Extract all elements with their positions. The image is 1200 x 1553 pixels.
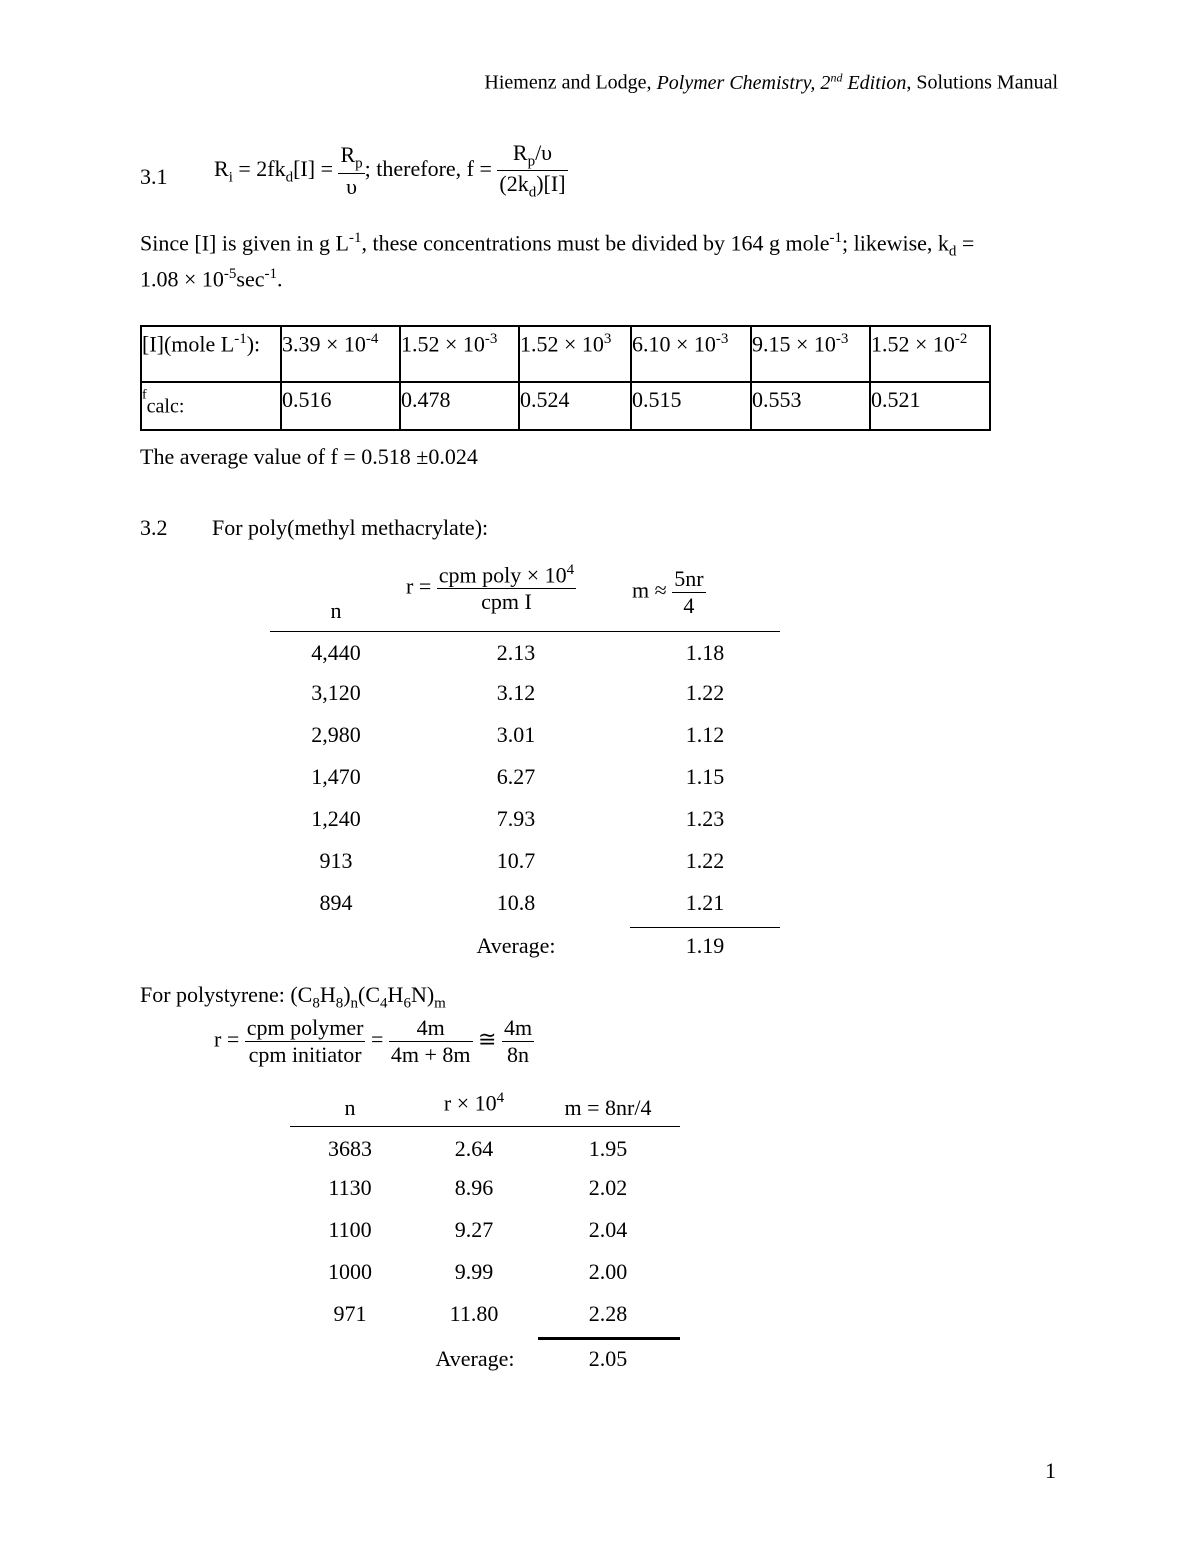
pmma-cell-n: 1,470 [311, 764, 361, 789]
pmma-cell-n: 3,120 [311, 680, 361, 705]
pmma-cell-m: 1.18 [685, 640, 725, 665]
pmma-cell-m: 1.22 [685, 680, 725, 705]
problem-3-1-number: 3.1 [140, 164, 168, 189]
page-number: 1 [1045, 1458, 1056, 1483]
header-authors: Hiemenz and Lodge, [484, 71, 657, 94]
initiation-equation: $R_i = 2fk_d[I]$ = $\frac{R_p}{\upsilon}$ ; therefore, f = $\frac{R_p/\upsilon}{(2k_d)[I]}$ [214, 140, 566, 201]
pmma-cell-m: 1.21 [685, 890, 725, 915]
conc-cell: $1.52 \times 10^3$ [519, 326, 631, 382]
ps-cell-n: 1130 [328, 1175, 372, 1200]
fcalc-cell: 0.553 [751, 382, 870, 430]
pmma-cell-r: 3.12 [496, 680, 536, 705]
ps-average-rule [538, 1337, 680, 1340]
pmma-cell-r: 2.13 [496, 640, 536, 665]
pmma-cell-m: 1.22 [685, 848, 725, 873]
fcalc-cell: 0.515 [631, 382, 751, 430]
pmma-cell-m: 1.12 [685, 722, 725, 747]
fraction-rp-over-v: $\frac{R_p}{\upsilon}$ [340, 142, 363, 199]
pmma-cell-n: 2,980 [311, 722, 361, 747]
note-line-2: $1.08 \times 10^{-5}\sec^{-1}$. [140, 266, 283, 292]
ps-cell-r: 2.64 [454, 1136, 494, 1161]
fcalc-cell: 0.524 [519, 382, 631, 430]
pmma-header-rule [270, 631, 780, 632]
ps-col-r: $r \times 10^4$ [443, 1090, 505, 1116]
ps-cell-m: 2.00 [588, 1259, 628, 1284]
pmma-col-m: m ≈ $\frac{5nr}{4}$ [632, 566, 704, 618]
table-row-fcalc [141, 382, 990, 430]
ps-cell-n: 1000 [328, 1259, 372, 1284]
ps-cell-r: 9.99 [454, 1259, 494, 1284]
ps-cell-n: 1100 [328, 1217, 372, 1242]
ps-cell-n: 971 [333, 1301, 367, 1326]
page-header [484, 70, 1058, 95]
pmma-average-label: Average: [476, 933, 556, 958]
fraction-f: $\frac{R_p/\upsilon}{(2k_d)[I]}$ [499, 140, 566, 201]
fcalc-cell: 0.521 [870, 382, 990, 430]
note-line-1: Since [I] is given in g $L^{-1}$, these concentrations must be divided by 164 g mole$^{-1}$; likewise, $k_d$ = [140, 230, 975, 260]
ps-col-m: m = 8nr/4 [564, 1095, 652, 1120]
pmma-cell-m: 1.15 [685, 764, 725, 789]
pmma-cell-r: 10.7 [496, 848, 536, 873]
header-tail: , Solutions Manual [906, 71, 1058, 94]
ps-cell-r: 11.80 [449, 1301, 499, 1326]
pmma-average-rule [630, 927, 780, 928]
pmma-cell-r: 6.27 [496, 764, 536, 789]
conc-cell: $1.52 \times 10^{-3}$ [400, 326, 519, 382]
header-book-title: Polymer Chemistry, 2nd Edition [656, 70, 907, 94]
pmma-cell-r: 7.93 [496, 806, 536, 831]
pmma-col-r: r = $\frac{cpm poly \times 10^4}{\text{cpm I}}$ [406, 562, 575, 615]
pmma-cell-r: 10.8 [496, 890, 536, 915]
pmma-cell-m: 1.23 [685, 806, 725, 831]
problem-3-2-number: 3.2 [140, 515, 168, 540]
ps-col-n: n [344, 1095, 356, 1120]
conc-cell: $3.39 \times 10^{-4}$ [281, 326, 400, 382]
initiator-efficiency-table [140, 325, 991, 431]
ps-cell-m: 1.95 [588, 1136, 628, 1161]
ps-cell-r: 8.96 [454, 1175, 494, 1200]
conc-cell: $6.10 \times 10^{-3}$ [631, 326, 751, 382]
average-f: The average value of f = 0.518 ±0.024 [140, 444, 478, 469]
conc-cell: $1.52 \times 10^{-2}$ [870, 326, 990, 382]
table-row-concentration [141, 326, 990, 382]
conc-cell: $9.15 \times 10^{-3}$ [751, 326, 870, 382]
ps-header-rule [290, 1126, 680, 1127]
row-label-fcalc: $^f_{calc:}$ [141, 382, 281, 430]
fcalc-cell: 0.516 [281, 382, 400, 430]
ps-average-label: Average: [435, 1346, 515, 1371]
pmma-cell-r: 3.01 [496, 722, 536, 747]
pmma-intro: For poly(methyl methacrylate): [212, 515, 489, 540]
pmma-cell-n: 4,440 [311, 640, 361, 665]
pmma-average-value: 1.19 [685, 933, 725, 958]
ps-cell-m: 2.04 [588, 1217, 628, 1242]
ps-cell-m: 2.02 [588, 1175, 628, 1200]
ps-average-value: 2.05 [588, 1346, 628, 1371]
pmma-col-n: n [330, 598, 342, 623]
pmma-cell-n: 894 [319, 890, 353, 915]
ps-cell-m: 2.28 [588, 1301, 628, 1326]
row-label-concentration: [I](mole $L^{-1}$): [141, 326, 281, 382]
pmma-cell-n: 913 [319, 848, 353, 873]
ps-cell-n: 3683 [328, 1136, 372, 1161]
ps-equation: r = $\frac{\text{cpm polymer}}{\text{cpm initiator}}$ = $\frac{4m}{4m + 8m}$ ≅ $\frac{4m}{8n}$ [214, 1015, 533, 1067]
ps-cell-r: 9.27 [454, 1217, 494, 1242]
ps-intro: For polystyrene: $(C_8H_8)_n(C_4H_6N)_m$ [140, 982, 446, 1012]
pmma-cell-n: 1,240 [311, 806, 361, 831]
fcalc-cell: 0.478 [400, 382, 519, 430]
